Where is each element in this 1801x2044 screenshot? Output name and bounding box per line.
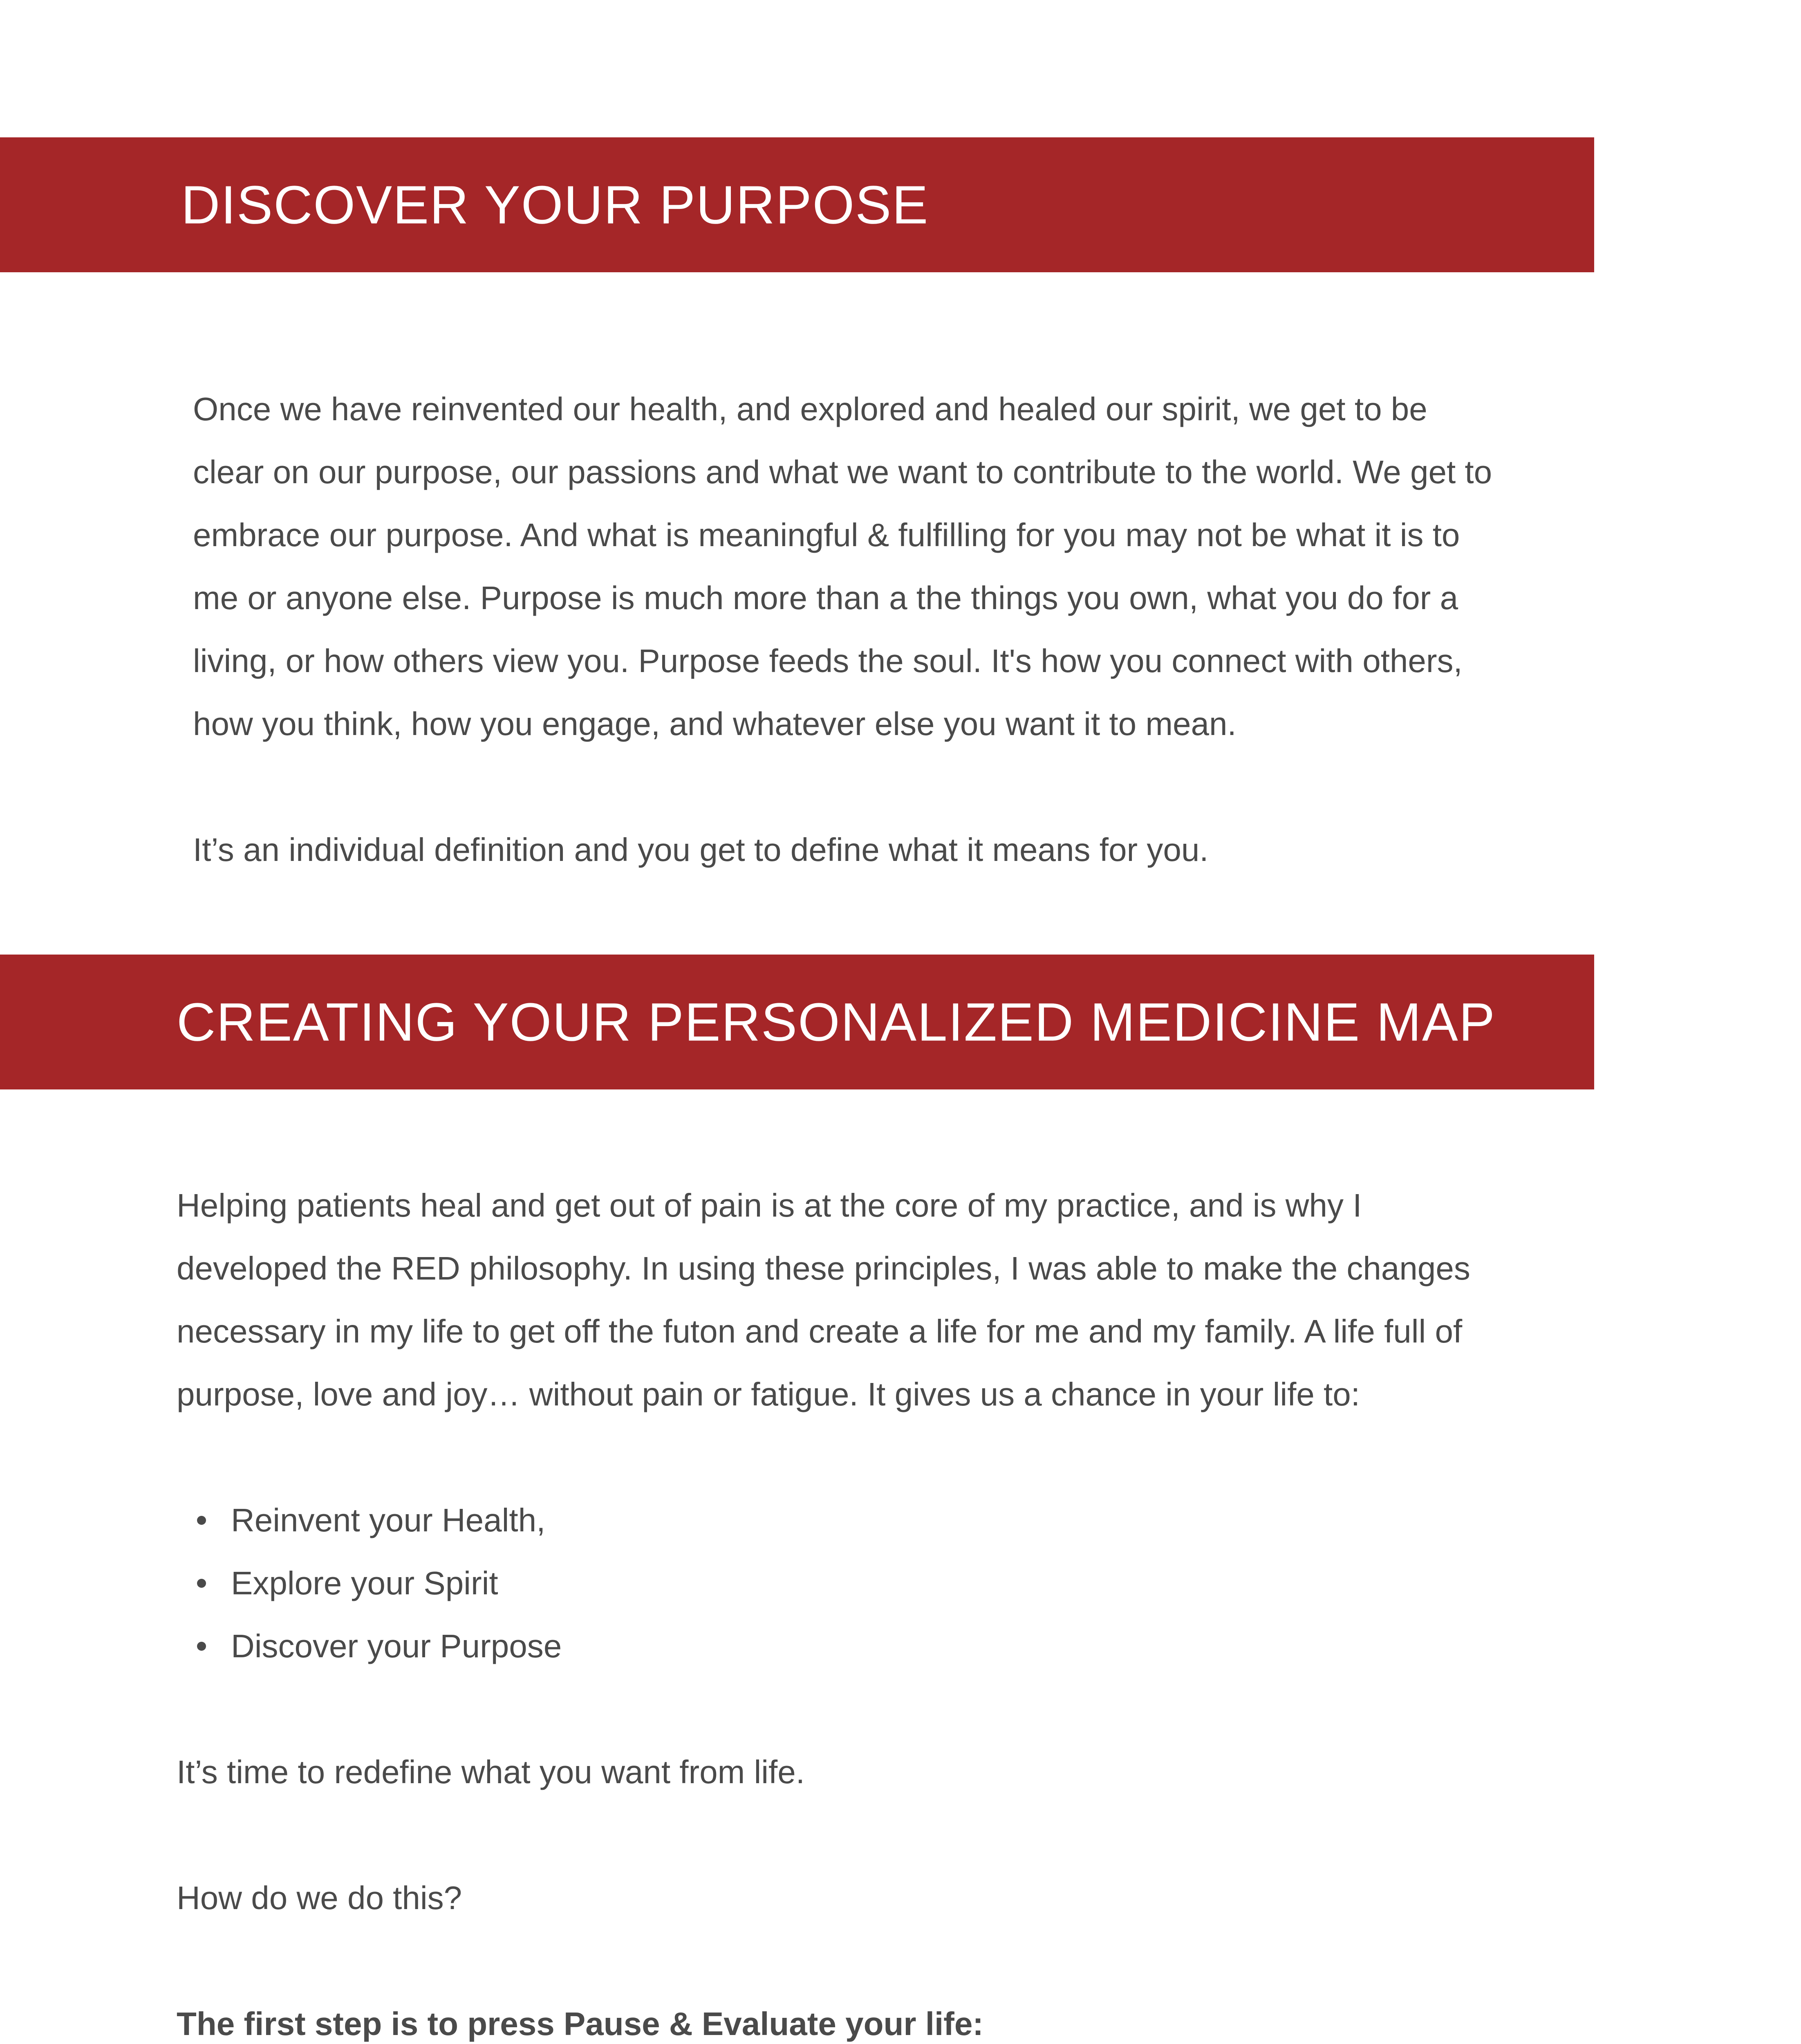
list-item [177,1552,1632,1615]
purpose-banner [0,137,1594,272]
purpose-line: how you think, how you engage, and whatever else you want it to mean. [193,706,1237,742]
purpose-line: clear on our purpose, our passions and what we want to contribute to the world. We get to [193,454,1492,490]
medicine-map-line: developed the RED philosophy. In using these principles, I was able to make the changes [177,1250,1470,1286]
spacer [177,1804,1632,1867]
redefine-text: It’s time to redefine what you want from life. [177,1754,805,1790]
spacer [177,1426,1632,1489]
medicine-map-banner [0,955,1594,1089]
medicine-map-line: purpose, love and joy… without pain or fatigue. It gives us a chance in your life to: [177,1376,1360,1412]
purpose-line: me or anyone else. Purpose is much more than a the things you own, what you do for a [193,580,1458,616]
bullet-icon [197,1579,206,1588]
red-principles-list [177,1489,1632,1678]
medicine-map-body [177,1174,1632,2044]
spacer [193,755,1648,818]
purpose-line: embrace our purpose. And what is meaningful & fulfilling for you may not be what it is to [193,517,1460,553]
spacer [177,1930,1632,1992]
list-item [177,1489,1632,1552]
medicine-map-line: Helping patients heal and get out of pain is at the core of my practice, and is why I [177,1187,1362,1224]
list-item-text: Discover your Purpose [231,1628,562,1664]
purpose-heading: DISCOVER YOUR PURPOSE [181,175,929,235]
spacer [177,1678,1632,1741]
medicine-map-heading: CREATING YOUR PERSONALIZED MEDICINE MAP [177,992,1496,1052]
list-item [177,1615,1632,1678]
medicine-map-line: necessary in my life to get off the futon and create a life for me and my family. A life full of [177,1313,1463,1349]
bullet-icon [197,1516,206,1525]
bullet-icon [197,1642,206,1651]
purpose-line: Once we have reinvented our health, and explored and healed our spirit, we get to be [193,391,1427,427]
purpose-closing: It’s an individual definition and you get to define what it means for you. [193,831,1209,868]
list-item-text: Explore your Spirit [231,1565,498,1601]
purpose-body [193,378,1648,881]
how-text: How do we do this? [177,1880,462,1916]
first-step-text: The first step is to press Pause & Evaluate your life: [177,2006,983,2042]
purpose-line: living, or how others view you. Purpose feeds the soul. It's how you connect with others, [193,643,1463,679]
list-item-text: Reinvent your Health, [231,1502,546,1538]
